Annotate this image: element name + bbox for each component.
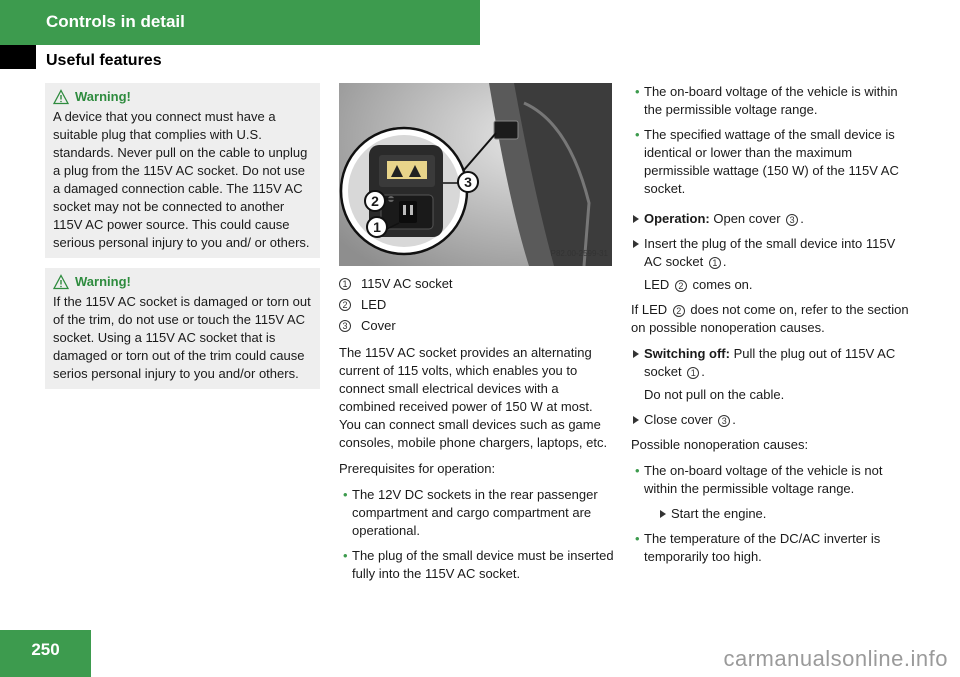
bullet-item: • The temperature of the DC/AC inverter is temporarily too high. [631,530,911,566]
legend-item [339,315,615,336]
prerequisites-heading: Prerequisites for operation: [339,461,496,476]
figure-callout: 1 [366,216,388,238]
page-number-box [0,630,91,677]
ref-number: 3 [718,415,730,427]
legend-number: 1 [339,278,351,290]
step-start-engine: Start the engine. [658,505,911,523]
warning-text: If the 115V AC socket is damaged or torn out of the trim, do not use or touch the 115V AC socket. Using a 115V AC socket that is damaged or torn out of the trim could cause serios personal injury to you and/or others. [53,294,311,381]
warning-text: A device that you connect must have a suitable plug that complies with U.S. standards. Never pull on the cable to unplug a plug from the 115V AC socket. Do not use a damaged connection cable. The 115V AC socket may not be connected to another 115V AC power source. This could cause serious personal injury to you and/ or others. [53,109,310,250]
step-insert: Insert the plug of the small device into 115V AC socket 1 . [631,235,911,271]
step-switch-off: Switching off: Pull the plug out of 115V AC socket 1 . [631,345,911,381]
step-text: Insert the plug of the small device into 115V AC socket [644,236,896,269]
bullet-item: • The on-board voltage of the vehicle is not within the permissible voltage range. [631,462,911,498]
watermark: carmanualsonline.info [723,646,948,671]
led-fail-paragraph: If LED 2 does not come on, refer to the section on possible nonoperation causes. [631,302,909,335]
chapter-title: Controls in detail [46,12,185,31]
step-text: Pull the plug out of 115V AC socket [644,346,896,379]
bullet-item: • The on-board voltage of the vehicle is within the permissible voltage range. [631,83,911,119]
step-label: Switching off: [644,346,730,361]
causes-heading: Possible nonoperation causes: [631,437,809,452]
step-text: Close cover [644,412,713,427]
figure-callout: 3 [457,171,479,193]
description-column [339,83,615,590]
ref-number: 3 [786,214,798,226]
legend-number: 3 [339,320,351,332]
legend-number: 2 [339,299,351,311]
warning-triangle-icon [53,274,69,290]
ref-number: 2 [675,280,687,292]
instructions-column [631,83,911,573]
led-note: LED 2 comes on. [644,277,753,292]
section-title: Useful features [46,52,162,69]
warnings-column [45,83,320,399]
step-text: Open cover [713,211,781,226]
bullet-item: • The plug of the small device must be inserted fully into the 115V AC socket. [339,547,615,583]
legend-label: Cover [361,317,396,333]
page-number: 250 [31,640,60,659]
warning-box [45,268,320,389]
step-operation: Operation: Open cover 3 . [631,210,911,228]
intro-paragraph: The 115V AC socket provides an alternating current of 115 volts, which enables you to connect small electrical devices with a combined received power of 150 W at most. You can connect small devices such as game consoles, mobile phone chargers, laptops, etc. [339,345,608,450]
chapter-tab [0,0,480,45]
ref-number: 1 [709,257,721,269]
legend-label: LED [361,296,387,312]
warning-triangle-icon [53,89,69,105]
bullet-item: • The 12V DC sockets in the rear passenger compartment and cargo compartment are operational. [339,486,615,540]
no-pull-note: Do not pull on the cable. [644,387,785,402]
step-label: Operation: [644,211,710,226]
figure-code: P82.00-2599-31 [550,249,608,258]
warning-box [45,83,320,258]
figure-callout: 2 [364,190,386,212]
step-close: Close cover 3 . [631,411,911,429]
bullet-item: • The specified wattage of the small device is identical or lower than the maximum permissible wattage (150 W) of the 115V AC socket. [631,126,911,198]
legend-label: 115V AC socket [361,275,453,291]
legend-item [339,273,615,294]
ref-number: 2 [673,305,685,317]
warning-title: Warning! [75,89,131,104]
section-marker [0,45,36,69]
warning-title: Warning! [75,274,131,289]
ref-number: 1 [687,367,699,379]
socket-photo [339,83,612,266]
legend-item [339,294,615,315]
